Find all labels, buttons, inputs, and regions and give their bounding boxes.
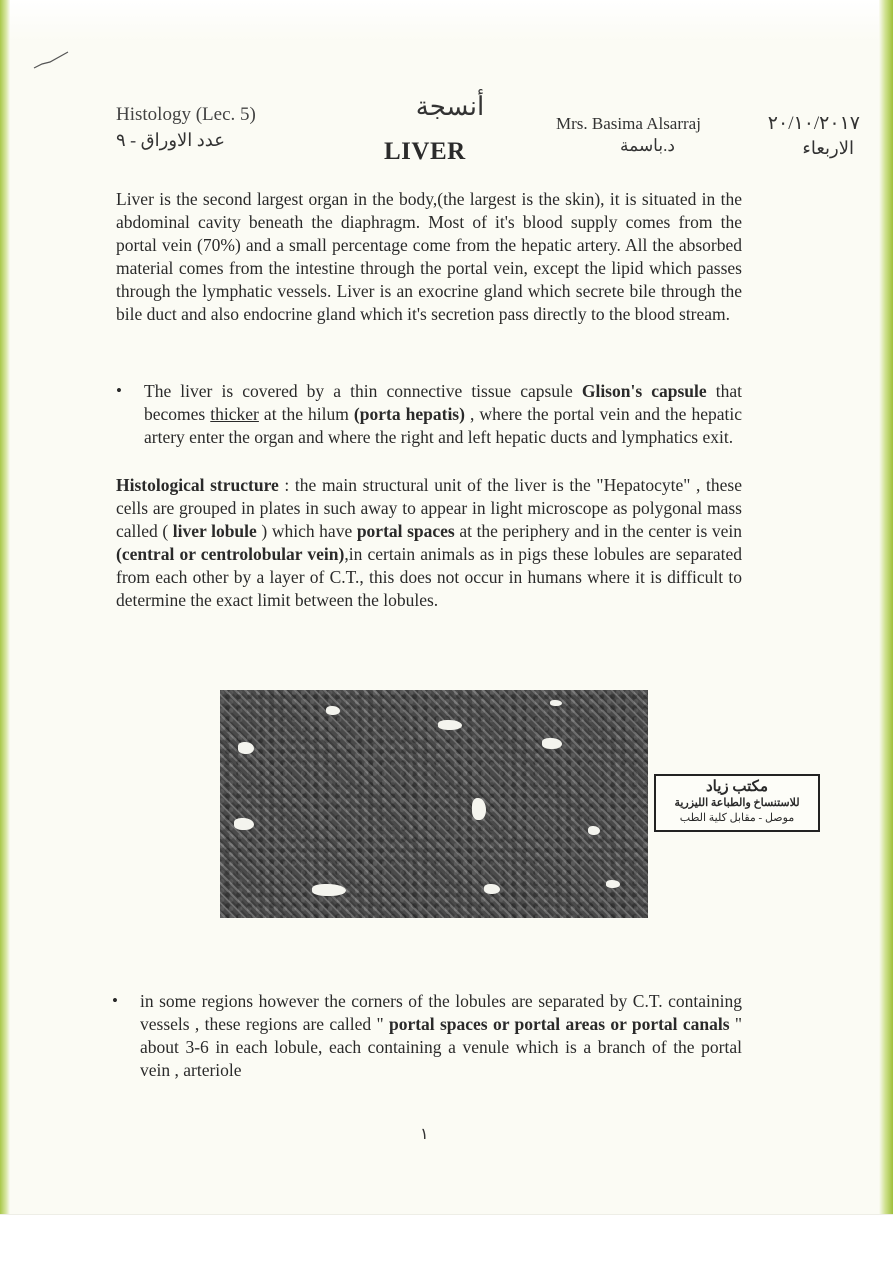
page-title: LIVER — [384, 138, 466, 165]
portal-spaces-bullet-text: in some regions however the corners of the lobules are separated by C.T. containing vessels , these regions are called " portal spaces or portal areas or portal canals " about 3-6 in each lobule, each containing a venule which is a branch of the portal vein , arteriole — [140, 991, 742, 1080]
bullet-point: • — [116, 381, 122, 400]
arabic-title: أنسجة — [415, 92, 485, 121]
lecture-day: الاربعاء — [802, 138, 854, 158]
page-number: ١ — [420, 1126, 429, 1143]
print-shop-stamp — [654, 774, 820, 832]
capsule-bullet — [116, 380, 742, 449]
histological-structure-paragraph: Histological structure : the main structural unit of the liver is the "Hepatocyte" , these cells are grouped in plates in such away to appear in light microscope as polygonal mass called ( liver lobule ) which have portal spaces at the periphery and in the center is vein (central or centrolobular vein),in certain animals as in pigs these lobules are separated from each other by a layer of C.T., this does not occur in humans where it is difficult to determine the exact limit between the lobules. — [116, 475, 743, 610]
scan-edge-right — [879, 0, 893, 1263]
capsule-bullet-text: The liver is covered by a thin connective tissue capsule Glison's capsule that becomes thicker at the hilum (porta hepatis) , where the portal vein and the hepatic artery enter the organ and where the right and left hepatic ducts and lymphatics exit. — [144, 381, 742, 447]
stamp-shop-name: مكتب زياد — [706, 779, 768, 795]
course-label: Histology (Lec. 5) — [116, 104, 256, 125]
stamp-services: للاستنساخ والطباعة الليزرية — [674, 797, 800, 809]
lecture-date: ٢٠/١٠/٢٠١٧ — [767, 113, 860, 134]
stamp-address: موصل - مقابل كلية الطب — [679, 812, 795, 824]
section-heading: Histological structure — [116, 475, 279, 495]
author-name: Mrs. Basima Alsarraj — [556, 114, 701, 133]
portal-spaces-bullet — [112, 990, 742, 1082]
page-bottom-margin — [0, 1214, 893, 1263]
bullet-point: • — [112, 991, 118, 1010]
intro-paragraph: Liver is the second largest organ in the body,(the largest is the skin), it is situated in the abdominal cavity beneath the diaphragm. Most of it's blood supply comes from the portal vein (70%) and a small percentage come from the hepatic artery. All the absorbed material comes from the intestine through the portal vein, except the lipid which passes through the lymphatic vessels. Liver is an exocrine gland which secrete bile through the bile duct and also endocrine gland which it's secretion pass directly to the blood stream. — [116, 189, 742, 324]
scan-edge-left — [0, 0, 10, 1263]
author-name-arabic: د.باسمة — [620, 136, 675, 155]
liver-micrograph-image — [220, 690, 648, 918]
sheet-count-label: عدد الاوراق - ٩ — [116, 130, 225, 150]
pen-tick-mark — [32, 50, 72, 72]
page-top-margin — [0, 0, 893, 42]
